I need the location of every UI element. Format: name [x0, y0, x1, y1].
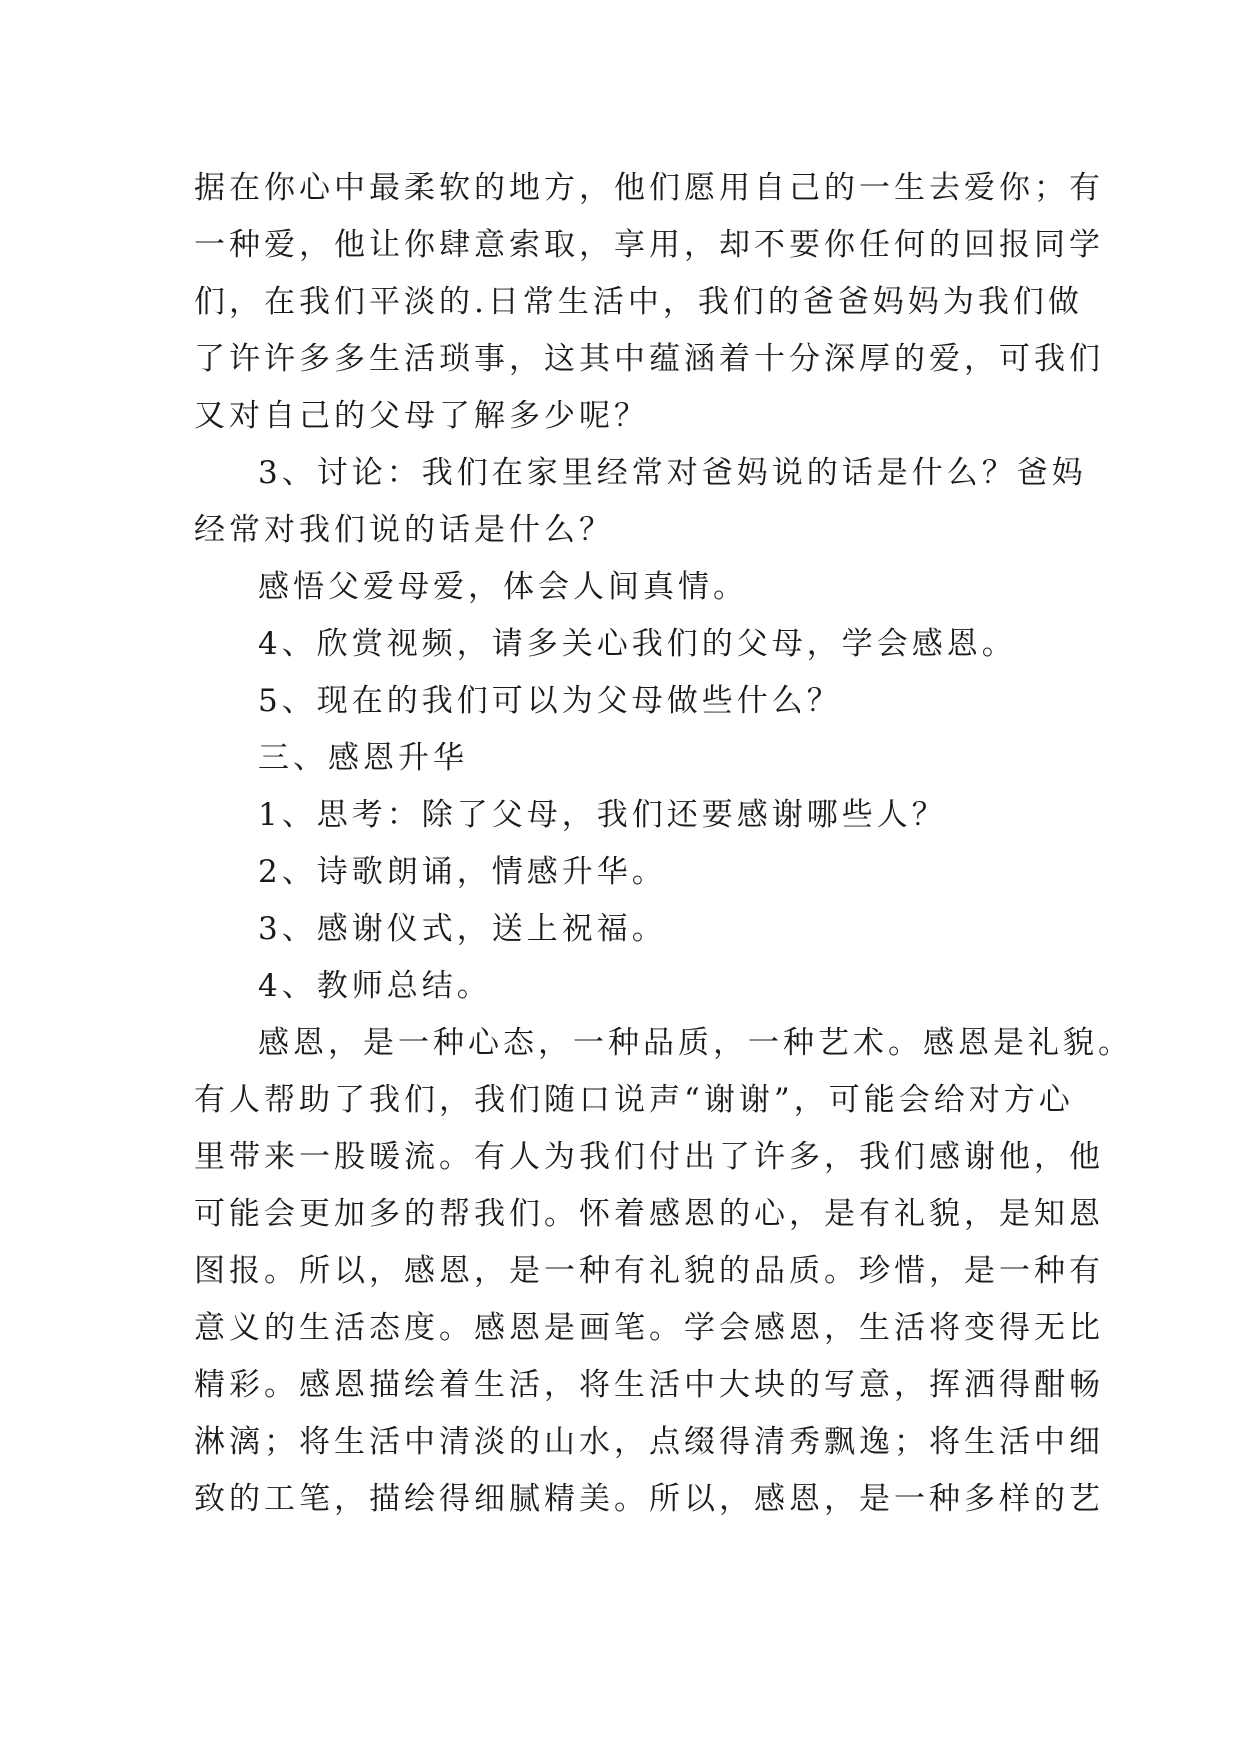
text-line: 据在你心中最柔软的地方，他们愿用自己的一生去爱你；有: [194, 170, 1104, 206]
text-line: 一种爱，他让你肆意索取，享用，却不要你任何的回报同学: [194, 227, 1104, 263]
text-line: 2、诗歌朗诵，情感升华。: [258, 854, 667, 890]
text-line: 里带来一股暖流。有人为我们付出了许多，我们感谢他，他: [194, 1139, 1104, 1175]
text-line: 淋漓；将生活中清淡的山水，点缀得清秀飘逸；将生活中细: [194, 1424, 1104, 1460]
text-line: 有人帮助了我们，我们随口说声“谢谢”，可能会给对方心: [194, 1082, 1074, 1118]
text-line: 了许许多多生活琐事，这其中蕴涵着十分深厚的爱，可我们: [194, 341, 1104, 377]
text-line: 感悟父爱母爱，体会人间真情。: [258, 569, 748, 605]
text-line: 图报。所以，感恩，是一种有礼貌的品质。珍惜，是一种有: [194, 1253, 1104, 1289]
text-line: 4、教师总结。: [258, 968, 492, 1004]
text-line: 3、感谢仪式，送上祝福。: [258, 911, 667, 947]
text-line: 可能会更加多的帮我们。怀着感恩的心，是有礼貌，是知恩: [194, 1196, 1104, 1232]
text-line: 致的工笔，描绘得细腻精美。所以，感恩，是一种多样的艺: [194, 1481, 1104, 1517]
text-line: 又对自己的父母了解多少呢？: [194, 398, 649, 434]
text-line: 4、欣赏视频，请多关心我们的父母，学会感恩。: [258, 626, 1017, 662]
text-line: 经常对我们说的话是什么？: [194, 512, 614, 548]
section-heading: 三、感恩升华: [258, 740, 468, 776]
text-line: 感恩，是一种心态，一种品质，一种艺术。感恩是礼貌。: [258, 1025, 1133, 1061]
text-line: 5、现在的我们可以为父母做些什么？: [258, 683, 842, 719]
text-line: 们，在我们平淡的.日常生活中，我们的爸爸妈妈为我们做: [194, 284, 1083, 320]
text-line: 1、思考：除了父母，我们还要感谢哪些人？: [258, 797, 947, 833]
text-line: 精彩。感恩描绘着生活，将生活中大块的写意，挥洒得酣畅: [194, 1367, 1104, 1403]
text-line: 3、讨论：我们在家里经常对爸妈说的话是什么？爸妈: [258, 455, 1087, 491]
text-line: 意义的生活态度。感恩是画笔。学会感恩，生活将变得无比: [194, 1310, 1104, 1346]
